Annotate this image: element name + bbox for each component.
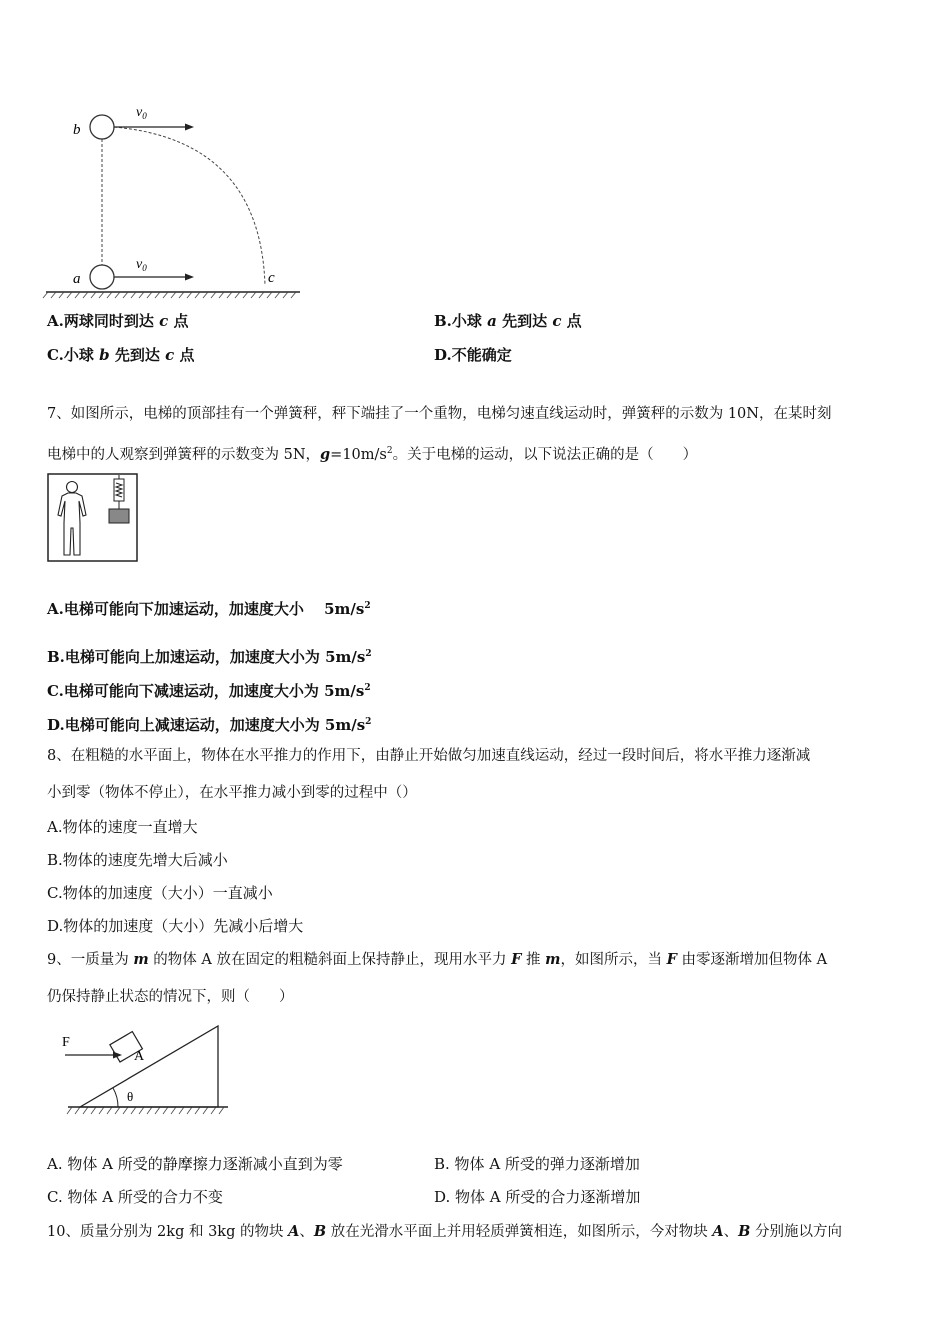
q6-option-b[interactable]: B.小球 a 先到达 c 点 <box>434 312 582 330</box>
q7-option-d[interactable]: D.电梯可能向上减速运动，加速度大小为 $5m/s^2$ <box>47 716 372 734</box>
q6-projectile-figure <box>40 100 340 300</box>
q7-option-b[interactable]: B.电梯可能向上加速运动，加速度大小为 $5m/s^2$ <box>47 648 372 666</box>
q9-incline-figure <box>60 1022 240 1122</box>
label-v0-bottom: $v_0$ <box>136 257 147 273</box>
ball-a <box>90 265 114 289</box>
q9-option-b[interactable]: B. 物体 A 所受的弹力逐渐增加 <box>434 1155 640 1173</box>
q8-stem-line1: 8、在粗糙的水平面上，物体在水平推力的作用下，由静止开始做匀加速直线运动，经过一段时间后，将水平推力逐渐减 <box>47 748 811 764</box>
q9-option-d[interactable]: D. 物体 A 所受的合力逐渐增加 <box>434 1188 641 1206</box>
label-theta: θ <box>127 1089 134 1104</box>
q7-stem-line1: 7、如图所示，电梯的顶部挂有一个弹簧秤，秤下端挂了一个重物，电梯匀速直线运动时，弹簧秤的示数为 10N，在某时刻 <box>47 406 832 422</box>
q9-option-c[interactable]: C. 物体 A 所受的合力不变 <box>47 1188 223 1206</box>
q7-option-c[interactable]: C.电梯可能向下减速运动，加速度大小为 $5m/s^2$ <box>47 682 371 700</box>
q9-stem-line2: 仍保持静止状态的情况下，则（ ） <box>47 989 294 1005</box>
label-b: b <box>73 122 81 138</box>
q7-option-a[interactable]: A.电梯可能向下加速运动，加速度大小 $5m/s^2$ <box>47 600 371 618</box>
q10-stem-line1: 10、质量分别为 2kg 和 3kg 的物块 A、B 放在光滑水平面上并用轻质弹簧相连，如图所示，今对物块 A、B 分别施以方向 <box>47 1223 842 1240</box>
q6-option-d[interactable]: D.不能确定 <box>434 346 512 364</box>
q9-option-a[interactable]: A. 物体 A 所受的静摩擦力逐渐减小直到为零 <box>47 1155 343 1173</box>
q6-option-c[interactable]: C.小球 b 先到达 c 点 <box>47 346 195 364</box>
q8-option-b[interactable]: B.物体的速度先增大后减小 <box>47 851 228 869</box>
label-f: F <box>62 1035 70 1050</box>
label-a: a <box>73 271 81 287</box>
label-v0-top: $v_0$ <box>136 105 147 121</box>
q7-stem-line2: 电梯中的人观察到弹簧秤的示数变为 5N，$g=10m/s^2$。关于电梯的运动，以下说法正确的是（ ） <box>47 445 698 463</box>
q8-option-d[interactable]: D.物体的加速度（大小）先减小后增大 <box>47 917 304 935</box>
q8-option-a[interactable]: A.物体的速度一直增大 <box>47 818 198 836</box>
label-block-a: A <box>134 1049 145 1064</box>
q7-elevator-figure <box>47 473 139 563</box>
q8-stem-line2: 小到零（物体不停止），在水平推力减小到零的过程中（） <box>47 785 417 801</box>
q6-option-a[interactable]: A.两球同时到达 c 点 <box>47 312 189 330</box>
q8-option-c[interactable]: C.物体的加速度（大小）一直减小 <box>47 884 273 902</box>
label-c: c <box>268 270 275 286</box>
ball-b <box>90 115 114 139</box>
q9-stem-line1: 9、一质量为 m 的物体 A 放在固定的粗糙斜面上保持静止，现用水平力 F 推 m，如图所示，当 F 由零逐渐增加但物体 A <box>47 951 828 968</box>
